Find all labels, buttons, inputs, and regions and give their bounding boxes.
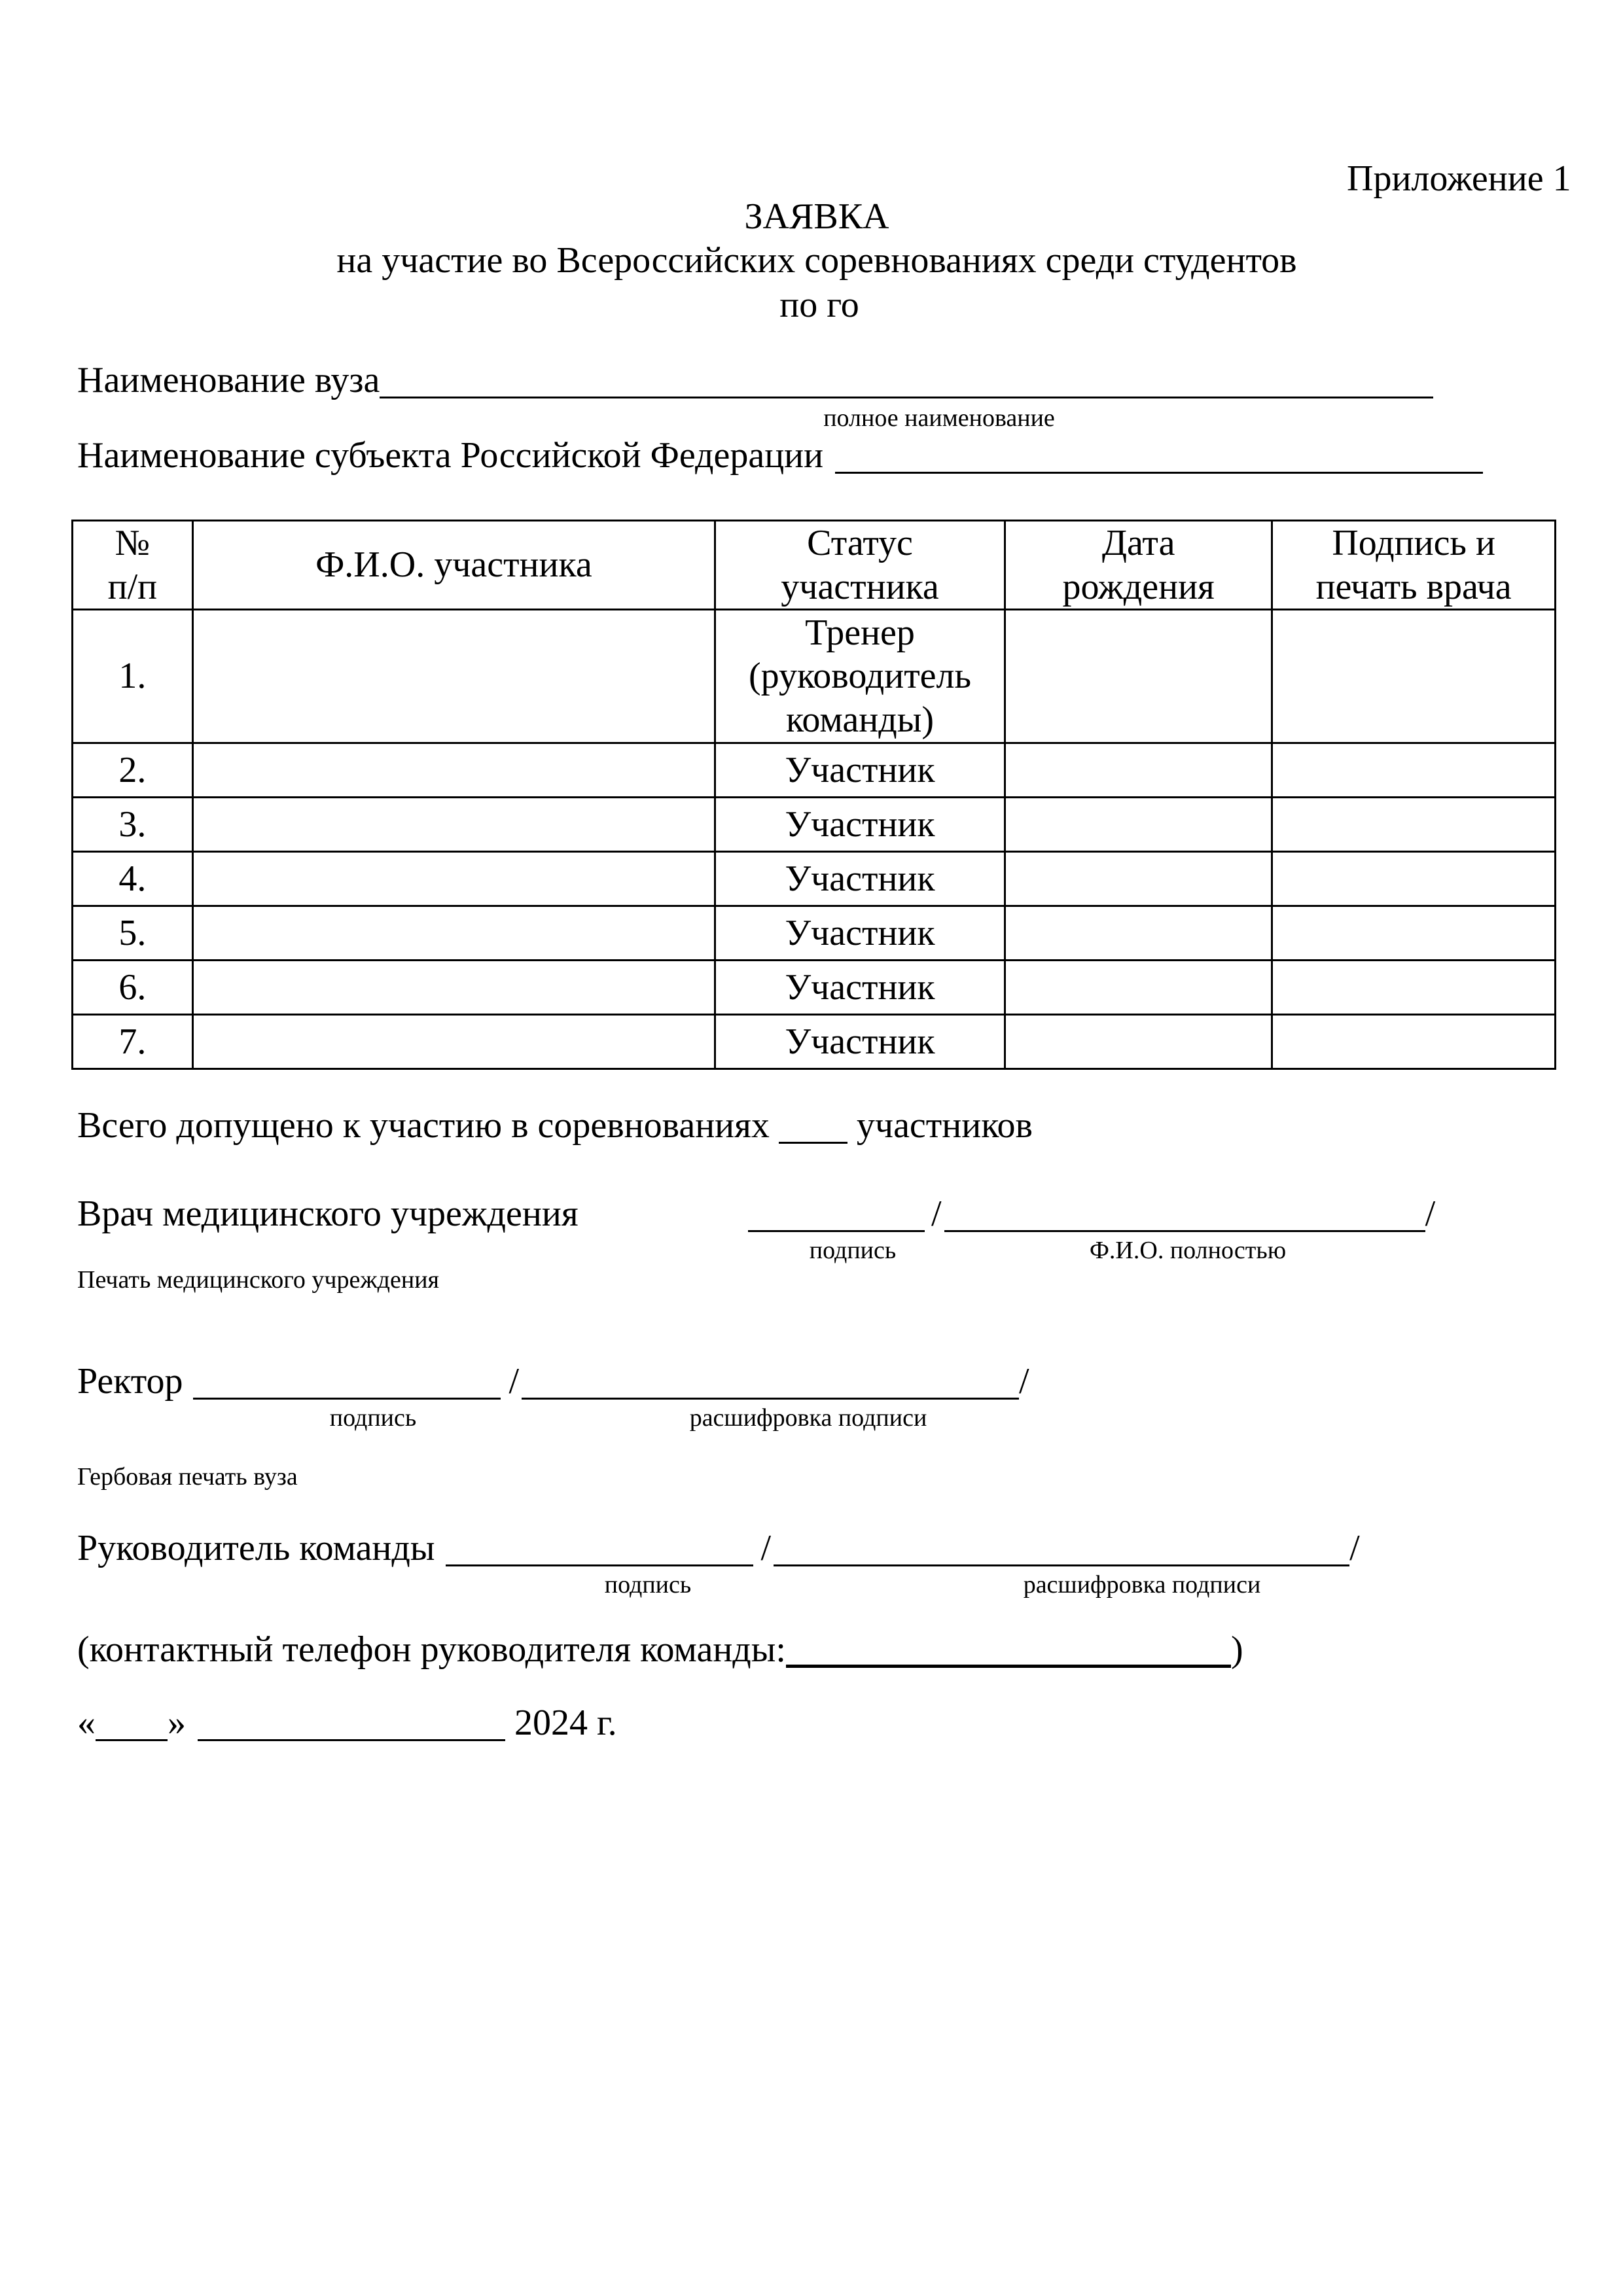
- table-row: [73, 906, 1556, 961]
- university-hint: полное наименование: [823, 404, 1055, 432]
- row-fio-cell[interactable]: [192, 798, 715, 852]
- sport-line: по го: [779, 285, 859, 325]
- region-row: [77, 437, 1483, 474]
- table-row: [73, 743, 1556, 798]
- row-num: 6.: [73, 961, 193, 1015]
- team-lead-signature-input[interactable]: [446, 1530, 753, 1566]
- row-status: Участник: [715, 906, 1005, 961]
- doctor-signature-input[interactable]: [748, 1196, 925, 1232]
- row-fio-cell[interactable]: [192, 1015, 715, 1069]
- header-birthdate: [1005, 521, 1272, 610]
- row-fio-cell[interactable]: [192, 961, 715, 1015]
- table-row: [73, 798, 1556, 852]
- row-birthdate-cell[interactable]: [1005, 1015, 1272, 1069]
- row-signature-cell[interactable]: [1272, 610, 1556, 743]
- header-fio: Ф.И.О. участника: [192, 521, 715, 610]
- team-lead-row: [77, 1530, 1360, 1566]
- rector-row: [77, 1363, 1029, 1400]
- doctor-sign-hint: подпись: [809, 1237, 897, 1264]
- header-num-line2: п/п: [107, 566, 158, 607]
- row-birthdate-cell[interactable]: [1005, 743, 1272, 798]
- status-line3: команды): [786, 699, 934, 740]
- university-label: Наименование вуза: [77, 360, 380, 400]
- row-status: Участник: [715, 1015, 1005, 1069]
- region-label: Наименование субъекта Российской Федерации: [77, 435, 824, 476]
- university-stamp-label: Гербовая печать вуза: [77, 1463, 298, 1491]
- doctor-label: Врач медицинского учреждения: [77, 1193, 579, 1234]
- header-date-line2: рождения: [1062, 566, 1215, 607]
- header-doctor-signature: [1272, 521, 1556, 610]
- row-num: 1.: [73, 610, 193, 743]
- university-row: [77, 362, 1433, 398]
- slash: /: [931, 1193, 942, 1234]
- row-fio-cell[interactable]: [192, 906, 715, 961]
- table-row: [73, 961, 1556, 1015]
- row-birthdate-cell[interactable]: [1005, 961, 1272, 1015]
- header-date-line1: Дата: [1101, 523, 1175, 564]
- row-num: 2.: [73, 743, 193, 798]
- header-status: [715, 521, 1005, 610]
- contact-prefix: (контактный телефон руководителя команды:: [77, 1629, 786, 1670]
- rector-label: Ректор: [77, 1361, 183, 1402]
- row-status: [715, 610, 1005, 743]
- table-row: [73, 1015, 1556, 1069]
- row-signature-cell[interactable]: [1272, 798, 1556, 852]
- row-birthdate-cell[interactable]: [1005, 798, 1272, 852]
- rector-name-input[interactable]: [522, 1364, 1019, 1400]
- row-num: 3.: [73, 798, 193, 852]
- doctor-name-input[interactable]: [944, 1196, 1425, 1232]
- rector-signature-input[interactable]: [193, 1364, 501, 1400]
- row-signature-cell[interactable]: [1272, 906, 1556, 961]
- contact-row: [77, 1631, 1243, 1668]
- header-num-line1: №: [115, 523, 151, 564]
- slash: /: [508, 1361, 520, 1402]
- summary-prefix: Всего допущено к участию в соревнованиях: [77, 1105, 770, 1146]
- team-lead-name-hint: расшифровка подписи: [1023, 1571, 1261, 1598]
- doctor-stamp-label: Печать медицинского учреждения: [77, 1266, 440, 1294]
- table-row: [73, 610, 1556, 743]
- row-num: 4.: [73, 852, 193, 906]
- row-birthdate-cell[interactable]: [1005, 852, 1272, 906]
- status-line2: (руководитель: [749, 656, 972, 697]
- summary-suffix: участников: [856, 1105, 1033, 1146]
- date-day-input[interactable]: [96, 1705, 168, 1741]
- document-title: ЗАЯВКА: [744, 196, 889, 237]
- header-num: [73, 521, 193, 610]
- slash: /: [760, 1528, 772, 1568]
- row-num: 7.: [73, 1015, 193, 1069]
- row-num: 5.: [73, 906, 193, 961]
- team-lead-name-input[interactable]: [774, 1530, 1349, 1566]
- summary-row: [77, 1107, 1033, 1144]
- row-fio-cell[interactable]: [192, 610, 715, 743]
- university-input[interactable]: [380, 362, 1433, 398]
- row-birthdate-cell[interactable]: [1005, 610, 1272, 743]
- date-row: [77, 1704, 617, 1741]
- document-subtitle: на участие во Всероссийских соревнованиях среди студентов: [336, 240, 1297, 281]
- slash: /: [1349, 1528, 1360, 1568]
- header-status-line2: участника: [781, 566, 939, 607]
- row-status: Участник: [715, 852, 1005, 906]
- row-status: Участник: [715, 743, 1005, 798]
- row-signature-cell[interactable]: [1272, 743, 1556, 798]
- row-status: Участник: [715, 798, 1005, 852]
- row-signature-cell[interactable]: [1272, 961, 1556, 1015]
- row-signature-cell[interactable]: [1272, 1015, 1556, 1069]
- table-row: [73, 852, 1556, 906]
- contact-phone-input[interactable]: [786, 1631, 1231, 1668]
- date-month-input[interactable]: [198, 1705, 505, 1741]
- doctor-name-hint: Ф.И.О. полностью: [1089, 1237, 1287, 1264]
- rector-name-hint: расшифровка подписи: [689, 1404, 927, 1432]
- rector-sign-hint: подпись: [329, 1404, 417, 1432]
- table-header-row: [73, 521, 1556, 610]
- participant-count-input[interactable]: [779, 1108, 847, 1144]
- date-year: 2024 г.: [514, 1703, 617, 1743]
- header-status-line1: Статус: [807, 523, 913, 564]
- row-fio-cell[interactable]: [192, 852, 715, 906]
- header-sign-line1: Подпись и: [1332, 523, 1495, 564]
- row-fio-cell[interactable]: [192, 743, 715, 798]
- status-line1: Тренер: [805, 612, 915, 654]
- annex-label: Приложение 1: [1347, 158, 1571, 199]
- row-signature-cell[interactable]: [1272, 852, 1556, 906]
- doctor-signature-row: [748, 1195, 1435, 1232]
- close-quote: »: [168, 1703, 186, 1743]
- row-status: Участник: [715, 961, 1005, 1015]
- roster-table: [71, 520, 1556, 1070]
- row-birthdate-cell[interactable]: [1005, 906, 1272, 961]
- open-quote: «: [77, 1703, 96, 1743]
- slash: /: [1425, 1193, 1436, 1234]
- region-input[interactable]: [835, 438, 1483, 474]
- contact-suffix: ): [1230, 1629, 1243, 1670]
- team-lead-sign-hint: подпись: [604, 1571, 692, 1598]
- slash: /: [1019, 1361, 1029, 1402]
- header-sign-line2: печать врача: [1315, 566, 1512, 607]
- team-lead-label: Руководитель команды: [77, 1528, 435, 1568]
